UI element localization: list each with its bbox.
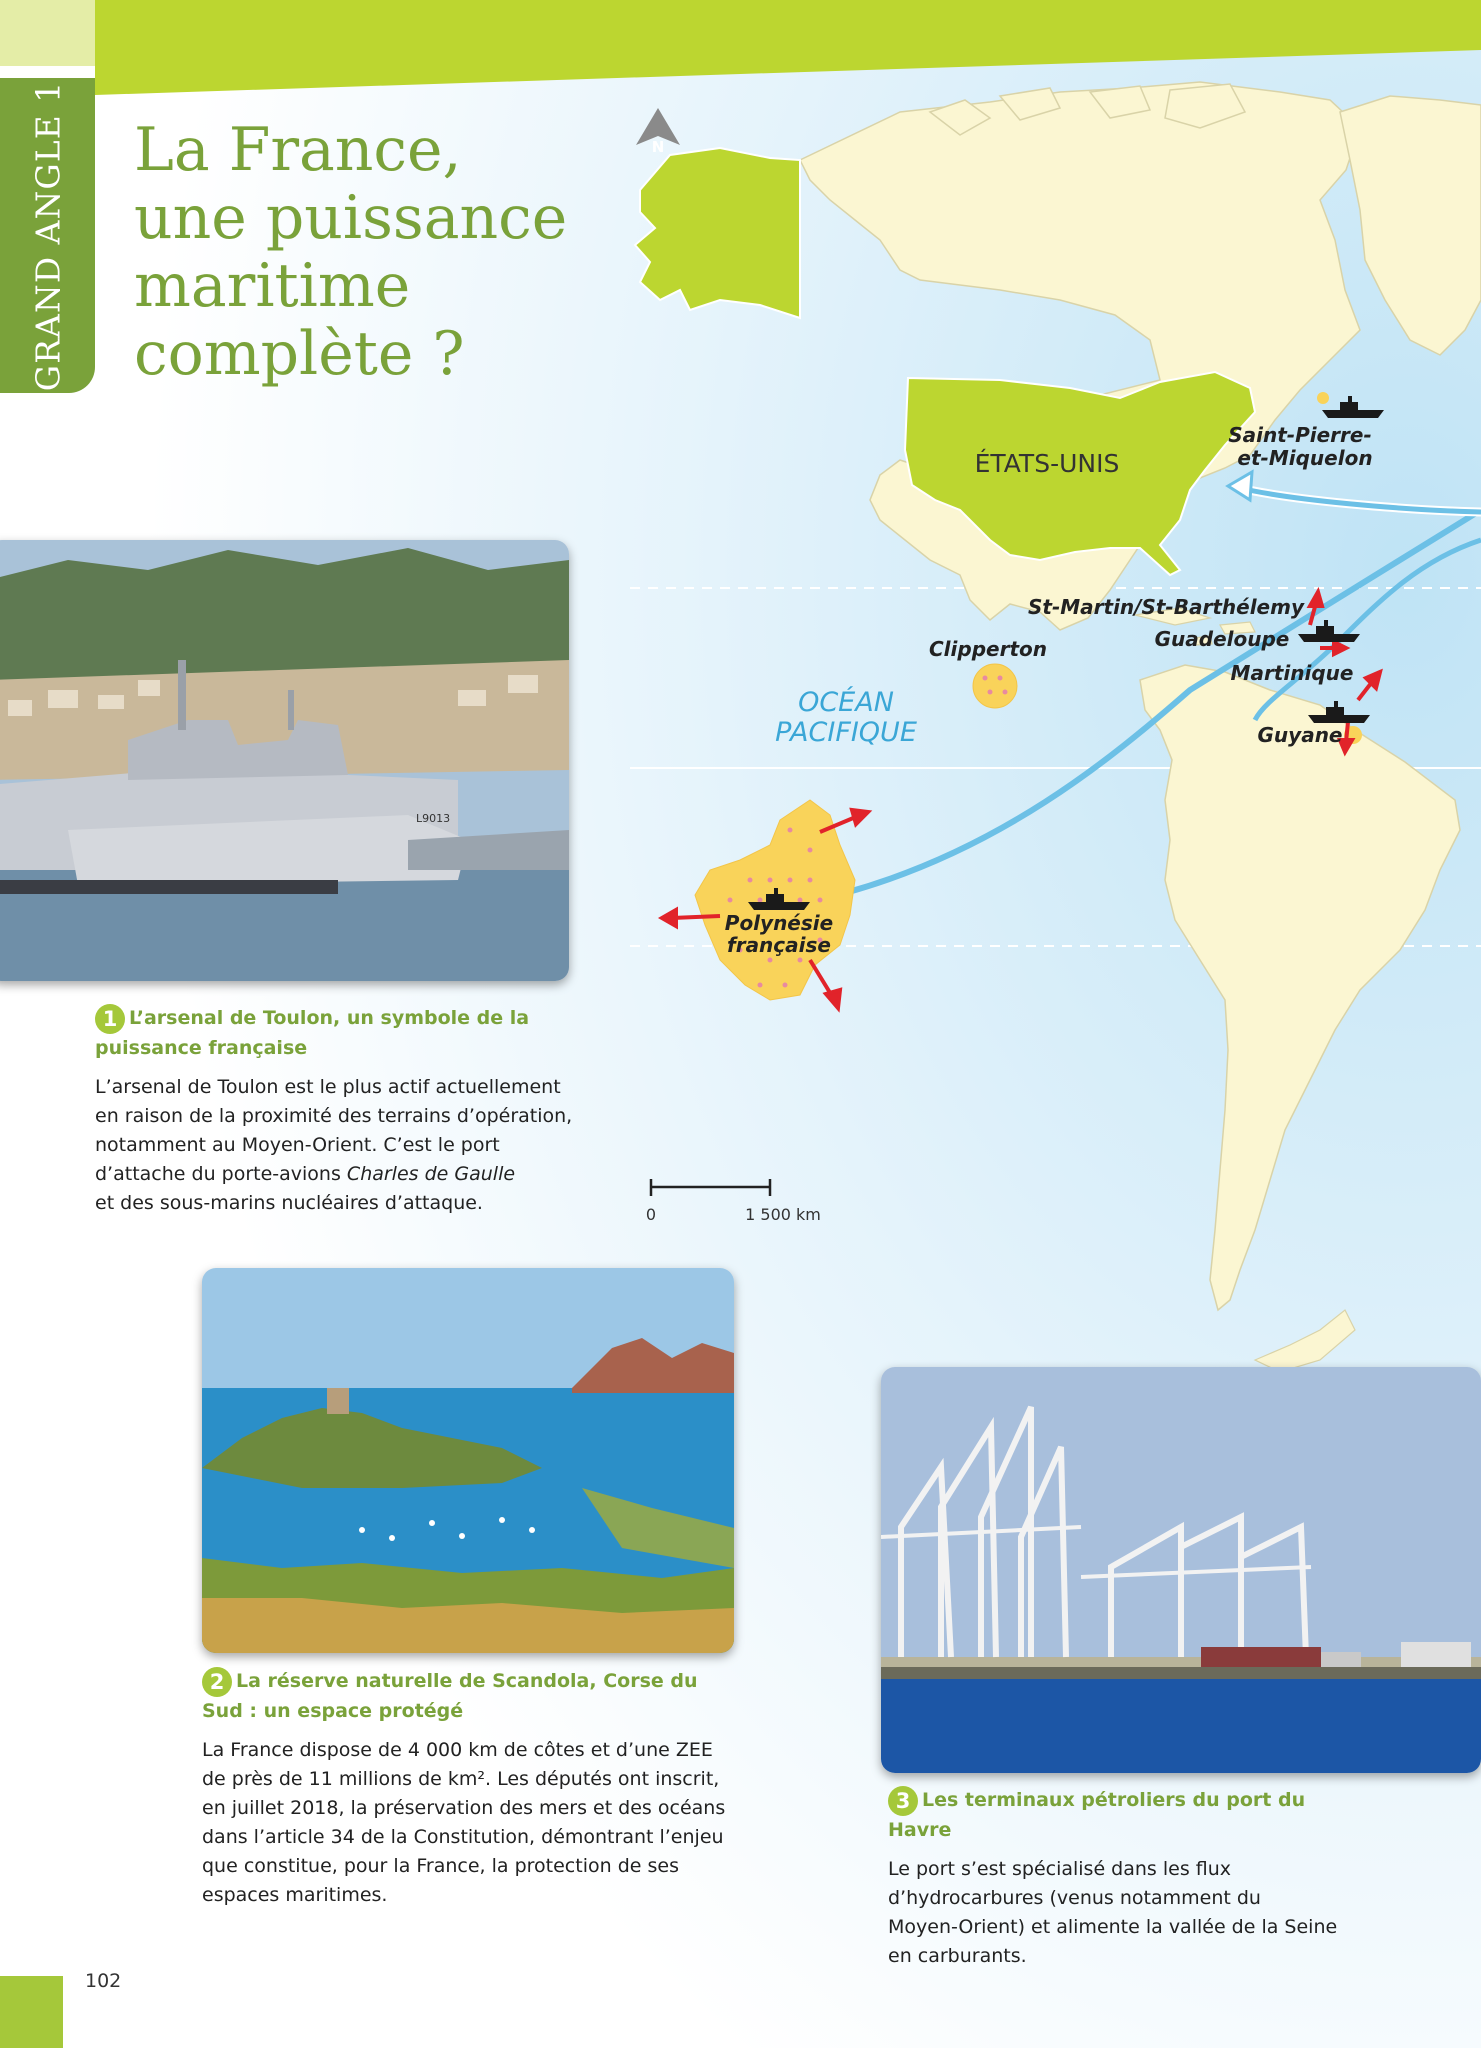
text-italic: Charles de Gaulle [346,1163,516,1185]
land-south-america [1140,665,1460,1310]
text-line: La France dispose de 4 000 km de côtes et d’une ZEE [202,1739,713,1761]
zee-spm [1317,392,1329,404]
title-line: complète ? [134,319,465,389]
page-corner-marker [0,1976,63,2048]
title-line: maritime [134,251,411,321]
text-line: en carburants. [888,1945,1027,1967]
title-line: La France, [134,115,462,185]
photo-toulon-arsenal [0,540,569,981]
label-polynesie: Polynésie [724,911,834,935]
scale-end: 1 500 km [745,1205,821,1224]
doc-number-badge: 1 [95,1004,125,1034]
caption-title [888,1786,1368,1845]
photo-le-havre-terminals [881,1367,1481,1773]
label-francaise: française [727,933,831,957]
caption-doc3 [888,1786,1368,1971]
label-saint-pierre: Saint-Pierre- [1228,423,1372,447]
map [600,60,1481,1480]
text-line: d’hydrocarbures (venus notamment du [888,1887,1261,1909]
label-martinique: Martinique [1230,661,1354,685]
scale-bar [651,1179,770,1196]
north-arrow-icon [636,108,680,156]
label-guyane: Guyane [1257,723,1343,747]
text-line: notamment au Moyen-Orient. C’est le port [95,1134,500,1156]
photo-scandola [202,1268,734,1653]
caption-title-text: L’arsenal de Toulon, un symbole de la puissance française [95,1007,530,1059]
text-line: Le port s’est spécialisé dans les flux [888,1858,1232,1880]
label-pacifique: PACIFIQUE [775,717,917,748]
text-line: et des sous-marins nucléaires d’attaque. [95,1192,483,1214]
doc-number-badge: 3 [888,1786,918,1816]
label-ocean: OCÉAN [798,687,894,718]
text-line: d’attache du porte-avions [95,1163,347,1185]
page-number: 102 [85,1970,122,1992]
zee-clipperton [973,664,1017,708]
text-line: L’arsenal de Toulon est le plus actif actuellement [95,1076,561,1098]
text-line: dans l’article 34 de la Constitution, démontrant l’enjeu [202,1826,724,1848]
label-guadeloupe: Guadeloupe [1154,627,1290,651]
text-line: que constitue, pour la France, la protection de ses [202,1855,679,1877]
land-alaska [635,148,800,318]
caption-title [95,1004,595,1063]
north-label: N [651,138,665,156]
label-st-martin: St-Martin/St-Barthélemy [1027,595,1305,619]
caption-text [95,1073,595,1218]
doc-number-badge: 2 [202,1667,232,1697]
land-greenland [1340,96,1481,355]
label-clipperton: Clipperton [929,637,1047,661]
text-line: Moyen-Orient) et alimente la vallée de la Seine [888,1916,1338,1938]
warship-icon [1322,396,1384,418]
caption-text [202,1736,742,1910]
caption-title [202,1667,742,1726]
caption-text [888,1855,1368,1971]
label-et-miquelon: et-Miquelon [1237,446,1373,470]
section-tab-label: GRAND ANGLE 1 [28,80,67,391]
caption-doc2 [202,1667,742,1910]
label-usa: ÉTATS-UNIS [974,449,1120,478]
section-tab [0,78,95,393]
text-line: espaces maritimes. [202,1884,388,1906]
text-line: en raison de la proximité des terrains d’opération, [95,1105,573,1127]
caption-title-text: Les terminaux pétroliers du port du Havre [888,1789,1306,1841]
scale-start: 0 [645,1205,657,1224]
caption-doc1 [95,1004,595,1218]
route-arrowhead [1228,472,1252,500]
ship-hull-number: L9013 [416,812,451,825]
title-line: une puissance [134,183,568,253]
caption-title-text: La réserve naturelle de Scandola, Corse du Sud : un espace protégé [202,1670,698,1722]
land-antarctic-fragment [1255,1310,1355,1372]
page-title [134,116,594,388]
text-line: en juillet 2018, la préservation des mers et des océans [202,1797,726,1819]
text-line: de près de 11 millions de km². Les députés ont inscrit, [202,1768,720,1790]
